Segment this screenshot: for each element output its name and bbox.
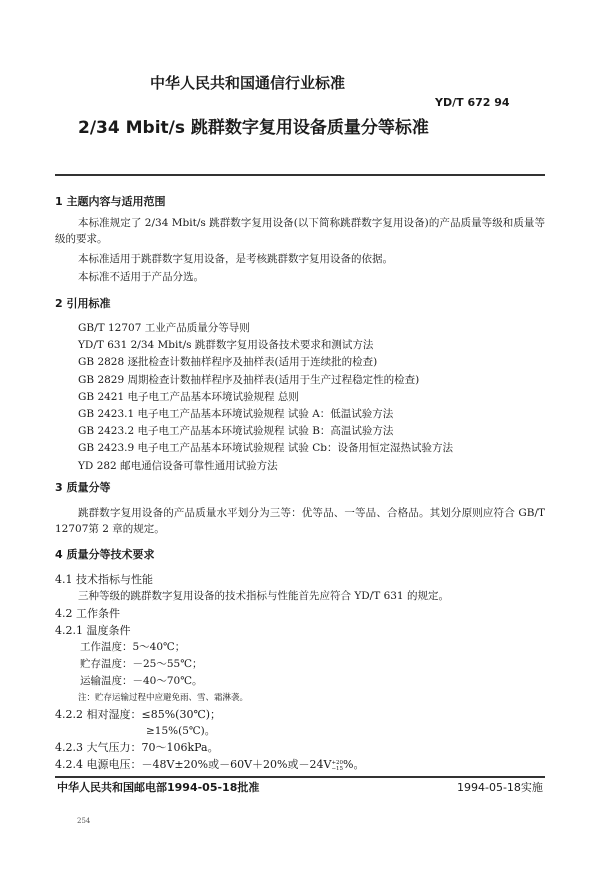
reference-item: YD 282 邮电通信设备可靠性通用试验方法 <box>78 459 278 472</box>
section-4-2-3: 4.2.3 大气压力：70～106kPa。 <box>55 741 219 754</box>
document-title: 2/34 Mbit/s 跳群数字复用设备质量分等标准 <box>78 118 429 138</box>
page-number: 254 <box>77 817 91 825</box>
section-2-heading: 2 引用标准 <box>55 297 111 310</box>
temp-work: 工作温度：5～40℃； <box>80 641 186 653</box>
section-1-para-3: 本标准不适用于产品分选。 <box>78 271 204 283</box>
header-rule <box>55 174 545 176</box>
section-4-1-para: 三种等级的跳群数字复用设备的技术指标与性能首先应符合 YD/T 631 的规定。 <box>78 590 449 602</box>
voltage-end: %。 <box>343 758 365 771</box>
standard-code: YD/T 672 94 <box>435 96 510 109</box>
section-4-1-heading: 4.1 技术指标与性能 <box>55 573 153 586</box>
reference-item: YD/T 631 2/34 Mbit/s 跳群数字复用设备技术要求和测试方法 <box>78 339 374 352</box>
footer-rule <box>55 776 545 778</box>
section-1-para-2: 本标准适用于跳群数字复用设备，是考核跳群数字复用设备的依据。 <box>78 253 393 265</box>
section-1-para-1: 本标准规定了 2/34 Mbit/s 跳群数字复用设备(以下简称跳群数字复用设备)的产品质量等级和质量等级的要求。 <box>55 217 545 245</box>
reference-item: GB 2423.9 电子电工产品基本环境试验规程 试验 Cb：设备用恒定湿热试验方法 <box>78 442 453 455</box>
section-4-2-2: 4.2.2 相对湿度：≤85%(30℃)； <box>55 708 222 721</box>
voltage-text: 4.2.4 电源电压：－48V±20%或－60V＋20%或－24V <box>55 758 332 771</box>
note: 注：贮存运输过程中应避免雨、雪、霜淋袭。 <box>78 693 249 703</box>
section-4-2-heading: 4.2 工作条件 <box>55 607 120 620</box>
section-4-2-2-b: ≥15%(5℃)。 <box>146 725 216 737</box>
reference-item: GB 2828 逐批检查计数抽样程序及抽样表(适用于连续批的检查) <box>78 356 378 369</box>
section-1-heading: 1 主题内容与适用范围 <box>55 195 166 208</box>
section-3-heading: 3 质量分等 <box>55 481 111 494</box>
section-4-2-4 <box>55 759 365 772</box>
voltage-sub: −15 <box>331 765 344 772</box>
reference-item: GB 2423.1 电子电工产品基本环境试验规程 试验 A：低温试验方法 <box>78 408 394 420</box>
approval-date: 中华人民共和国邮电部1994-05-18批准 <box>57 781 260 794</box>
issuing-agency: 中华人民共和国通信行业标准 <box>150 74 346 92</box>
reference-item: GB 2421 电子电工产品基本环境试验规程 总则 <box>78 390 299 403</box>
reference-item: GB/T 12707 工业产品质量分等导则 <box>78 322 250 334</box>
section-3-para: 跳群数字复用设备的产品质量水平划分为三等：优等品、一等品、合格品。其划分原则应符合 GB/T 12707第 2 章的规定。 <box>55 507 545 535</box>
section-4-2-1-heading: 4.2.1 温度条件 <box>55 624 131 637</box>
section-4-heading: 4 质量分等技术要求 <box>55 548 155 561</box>
temp-transport: 运输温度：－40～70℃。 <box>80 675 203 687</box>
effective-date: 1994-05-18实施 <box>457 781 543 794</box>
reference-item: GB 2829 周期检查计数抽样程序及抽样表(适用于生产过程稳定性的检查) <box>78 373 420 386</box>
reference-item: GB 2423.2 电子电工产品基本环境试验规程 试验 B：高温试验方法 <box>78 425 394 438</box>
temp-store: 贮存温度：－25～55℃； <box>80 658 203 670</box>
voltage-sup: +20 <box>331 760 344 766</box>
